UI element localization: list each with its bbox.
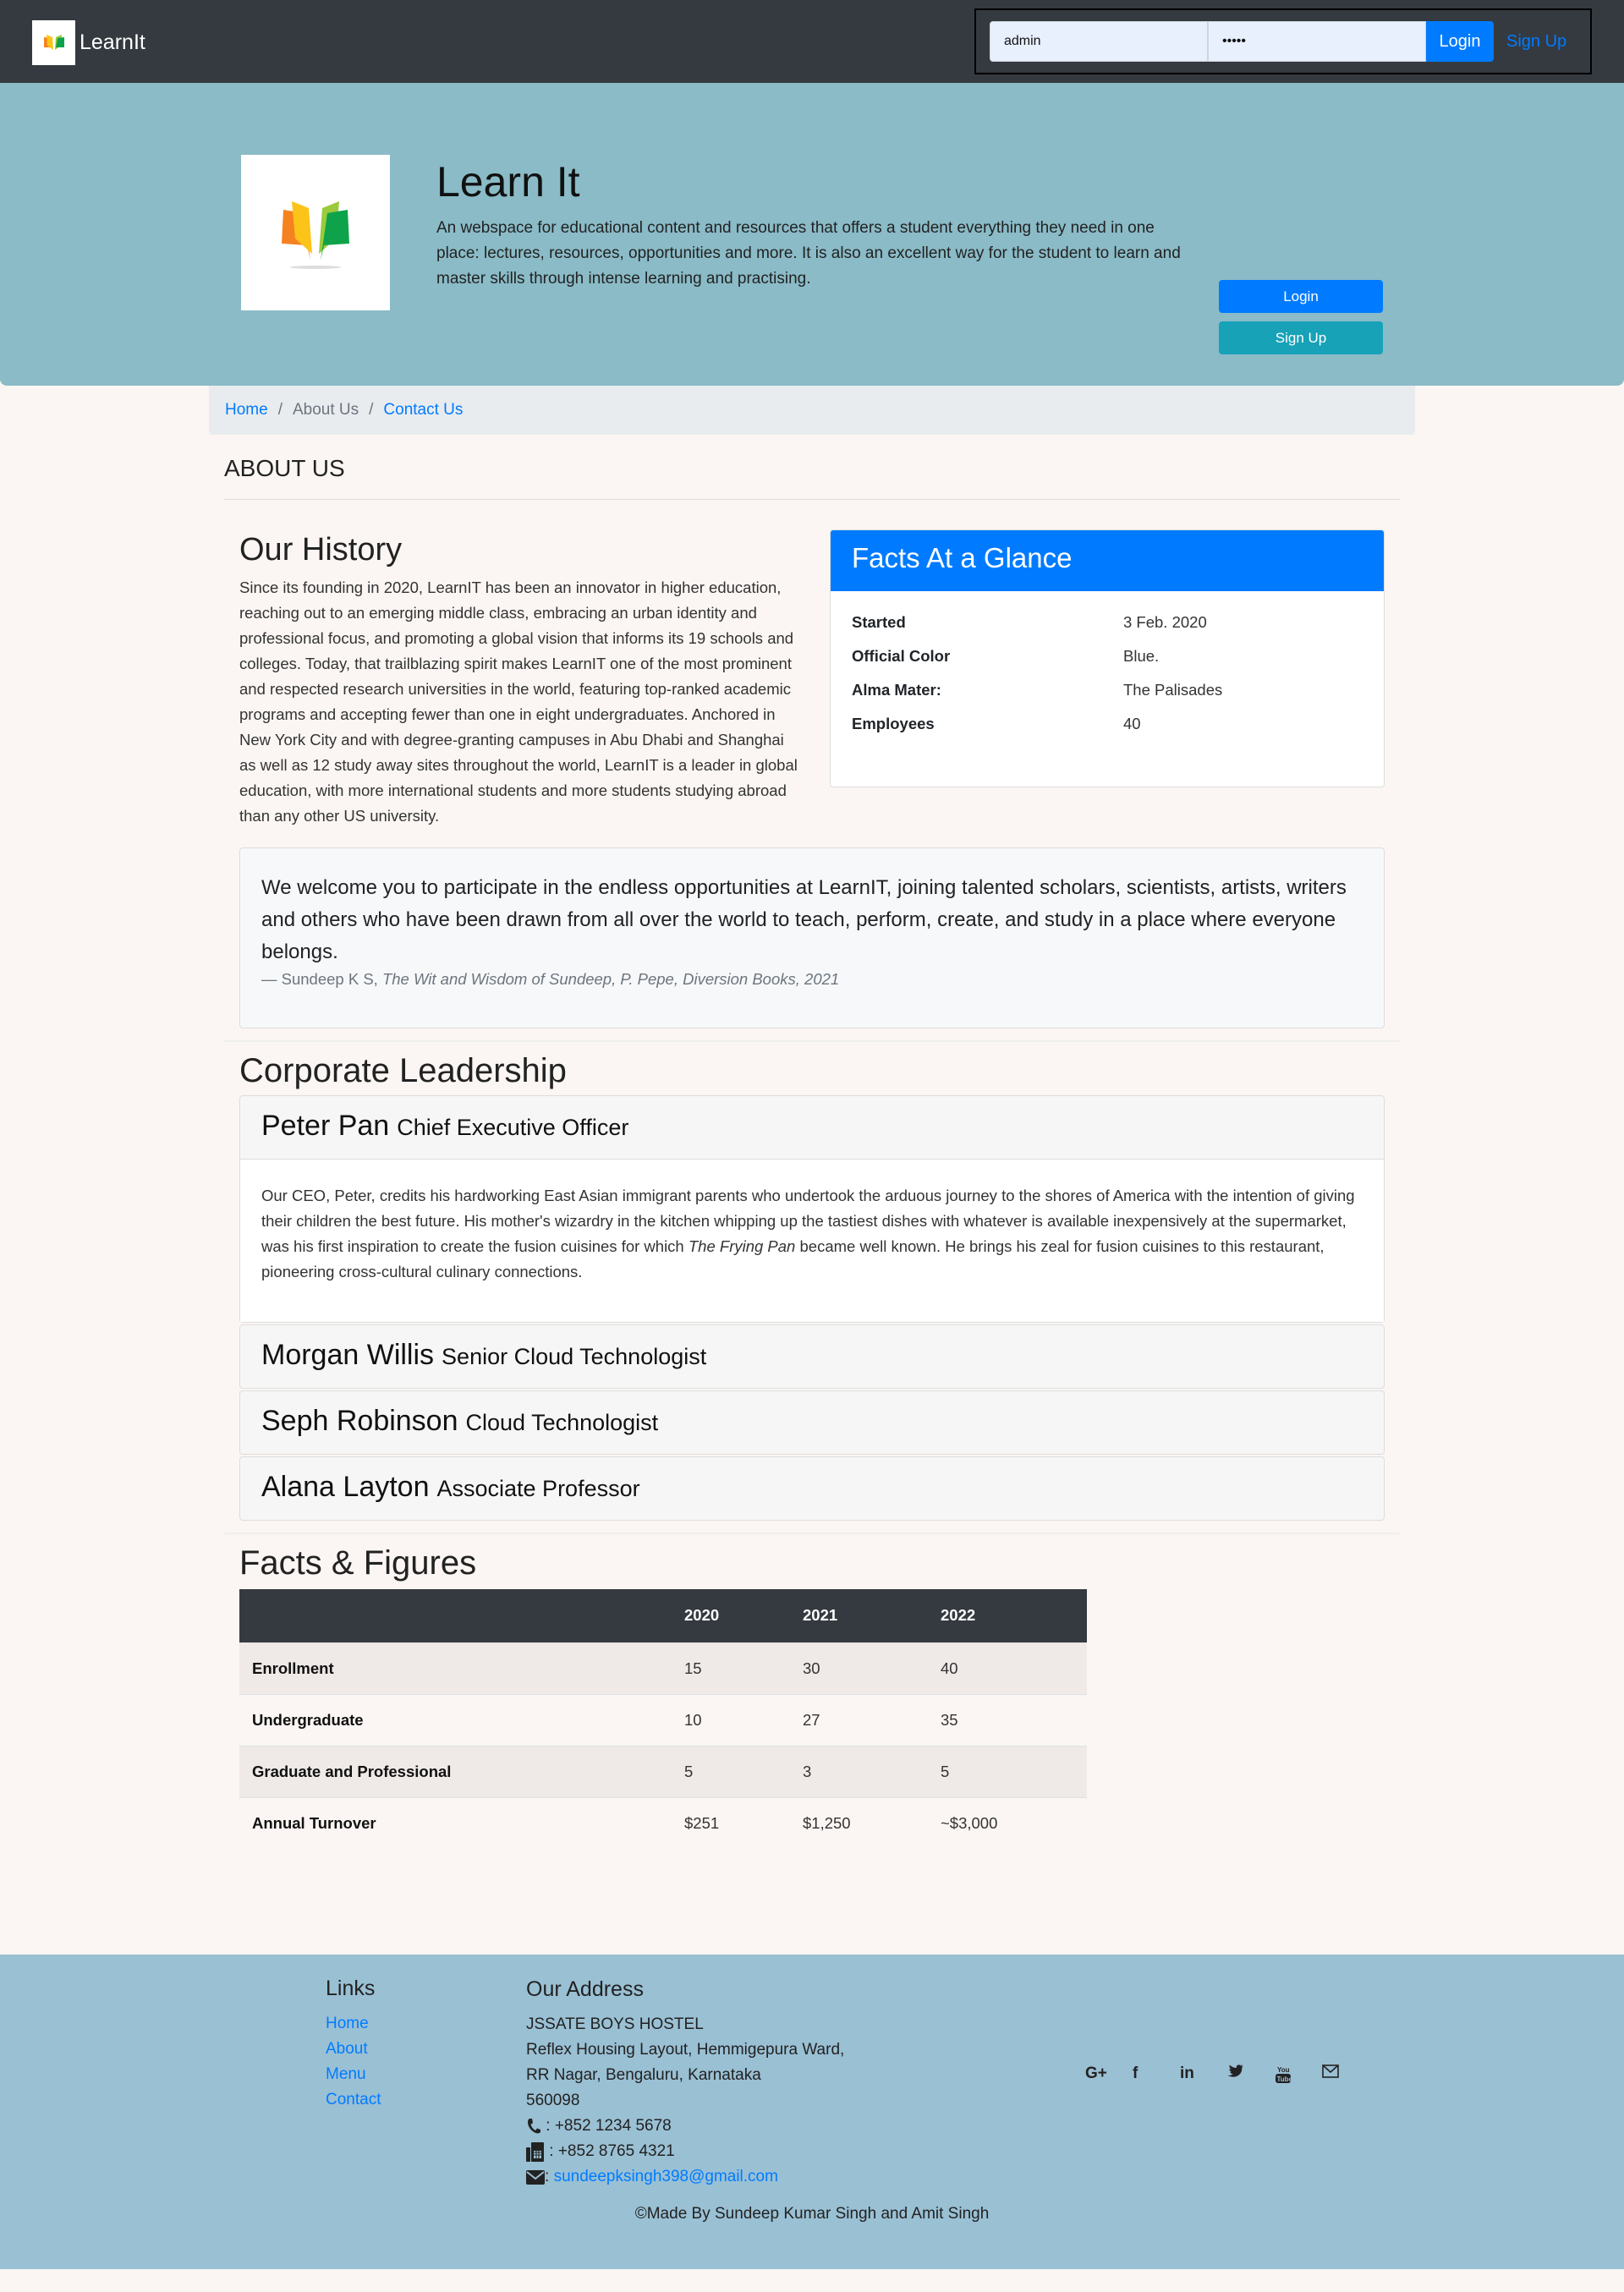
social-links xyxy=(1085,2064,1369,2090)
table-row xyxy=(239,1746,1087,1797)
breadcrumb-about-us: About Us xyxy=(292,401,359,419)
leader-name: Peter Pan xyxy=(261,1110,390,1142)
breadcrumb-home[interactable]: Home xyxy=(225,401,268,419)
brand-link[interactable] xyxy=(32,20,145,65)
footer-link-home[interactable]: Home xyxy=(326,2015,369,2032)
leader-name: Seph Robinson xyxy=(261,1405,458,1437)
svg-text:Tube: Tube xyxy=(1276,2075,1292,2083)
table-row xyxy=(239,1642,1087,1694)
main-container xyxy=(209,386,1415,1849)
fact-row xyxy=(852,613,1363,647)
leader-header[interactable] xyxy=(240,1457,1384,1520)
cell: ~$3,000 xyxy=(928,1797,1087,1849)
facts-card-header xyxy=(831,530,1384,591)
fact-row xyxy=(852,647,1363,681)
hero-login-button[interactable]: Login xyxy=(1219,280,1383,313)
bio-emphasis: The Frying Pan xyxy=(688,1237,796,1255)
open-book-icon xyxy=(273,195,358,271)
cell: 40 xyxy=(928,1642,1087,1694)
footer-address-title: Our Address xyxy=(526,1977,644,2001)
hero-banner xyxy=(0,83,1624,386)
cell: $1,250 xyxy=(790,1797,928,1849)
leader-header[interactable] xyxy=(240,1325,1384,1388)
cell: 5 xyxy=(928,1746,1087,1797)
book-logo-icon xyxy=(32,20,75,65)
svg-text:You: You xyxy=(1277,2066,1290,2074)
history-body: Since its founding in 2020, LearnIT has been an innovator in higher education, reaching out to an emerging middle class, embracing an urban identity and professional focus, and promoting a global vision that informs its 19 schools and colleges. Today, that trailblazing spirit makes LearnIT one of the most prominent and respected research universities in the world, featuring top-ranked academic programs and accepting fewer than one in eight undergraduates. Anchored in New York City and with degree-granting campuses in Abu Dhabi and Shanghai as well as 12 study away sites throughout the world, LearnIT is a leader in global education, with more international students and more students studying abroad than any other US university. xyxy=(239,578,798,825)
leader-name: Alana Layton xyxy=(261,1471,430,1503)
footer-link-about[interactable]: About xyxy=(326,2040,368,2058)
column-header xyxy=(239,1589,672,1642)
column-header: 2021 xyxy=(803,1606,838,1625)
table-header-row xyxy=(239,1589,1087,1642)
bio-text: Our CEO, Peter, credits his hardworking East Asian immigrant parents who undertook the arduous journey to the shores of America with the intention of giving their children the best future. His mother's wizardry in the kitchen whipping up the tastiest dishes with whatever is available inexpensively at the supermarket, was his first inspiration to create the fusion cuisines for which xyxy=(261,1187,1355,1255)
copyright: ©Made By Sundeep Kumar Singh and Amit Singh xyxy=(634,2205,990,2223)
leader-header[interactable] xyxy=(240,1391,1384,1454)
breadcrumb xyxy=(209,386,1415,435)
page-title: ABOUT US xyxy=(224,455,345,481)
row-label: Graduate and Professional xyxy=(239,1746,672,1797)
page-heading-section xyxy=(209,435,1415,500)
facts-card xyxy=(830,529,1385,787)
leader-role: Chief Executive Officer xyxy=(397,1115,629,1140)
envelope-icon xyxy=(526,2169,545,2185)
leader-header[interactable] xyxy=(240,1096,1384,1159)
facebook-icon[interactable]: f xyxy=(1133,2064,1138,2082)
footer-link-menu[interactable]: Menu xyxy=(326,2065,366,2083)
mail-icon[interactable] xyxy=(1322,2064,1369,2090)
leader-card-alana-layton[interactable] xyxy=(239,1456,1385,1521)
cell: 27 xyxy=(790,1694,928,1746)
hero-description: An webspace for educational content and resources that offers a student everything they need in one place: lectures, resources, opportunities and more. It is also an excellent way for the student to learn and master skills through intense learning and practising. xyxy=(436,219,1181,288)
row-label: Enrollment xyxy=(239,1642,672,1694)
history-title: Our History xyxy=(239,532,403,568)
history-section xyxy=(239,500,798,829)
cell: 35 xyxy=(928,1694,1087,1746)
google-plus-icon[interactable]: G+ xyxy=(1085,2064,1107,2082)
footer-links-title: Links xyxy=(326,1977,376,2000)
quote-attribution xyxy=(261,970,1363,989)
leader-role: Senior Cloud Technologist xyxy=(442,1344,707,1369)
quote-source: The Wit and Wisdom of Sundeep, P. Pepe, Diversion Books, 2021 xyxy=(381,970,840,988)
quote-text: We welcome you to participate in the endless opportunities at LearnIT, joining talented scholars, scientists, artists, writers and others who have been drawn from all over the world to teach, perform, create, and study in a place where everyone belongs. xyxy=(261,876,1347,963)
hero-logo-image xyxy=(241,155,390,310)
footer-address xyxy=(526,1977,844,2190)
leadership-title: Corporate Leadership xyxy=(239,1052,567,1089)
address-line: JSSATE BOYS HOSTEL xyxy=(526,2015,704,2033)
leader-card-seph-robinson[interactable] xyxy=(239,1390,1385,1455)
brand-name: LearnIt xyxy=(80,30,145,54)
login-form xyxy=(974,8,1592,74)
footer-link-contact[interactable]: Contact xyxy=(326,2091,381,2108)
address-line: 560098 xyxy=(526,2092,580,2109)
breadcrumb-contact-us[interactable]: Contact Us xyxy=(383,401,464,419)
cell: $251 xyxy=(672,1797,790,1849)
phone-line xyxy=(526,2114,844,2139)
leader-role: Associate Professor xyxy=(436,1476,640,1501)
fact-label: Started xyxy=(852,613,906,631)
quote-author: — Sundeep K S, xyxy=(261,970,378,988)
history-row xyxy=(209,500,1415,829)
column-header: 2022 xyxy=(941,1606,976,1625)
leader-card-peter-pan[interactable] xyxy=(239,1095,1385,1323)
fact-value: 40 xyxy=(1123,715,1141,732)
navbar-login-button[interactable]: Login xyxy=(1426,21,1494,62)
figures-table xyxy=(239,1589,1087,1849)
fact-label: Employees xyxy=(852,715,935,732)
phone-icon xyxy=(526,2118,541,2135)
table-row xyxy=(239,1797,1087,1849)
table-row xyxy=(239,1694,1087,1746)
figures-title: Facts & Figures xyxy=(239,1544,477,1582)
cell: 5 xyxy=(672,1746,790,1797)
fact-value: 3 Feb. 2020 xyxy=(1123,613,1207,631)
email-line xyxy=(526,2164,844,2190)
leader-bio xyxy=(240,1159,1384,1322)
email-link[interactable]: sundeepksingh398@gmail.com xyxy=(553,2168,778,2185)
twitter-icon[interactable] xyxy=(1227,2064,1275,2090)
fact-row xyxy=(852,715,1363,748)
leader-role: Cloud Technologist xyxy=(465,1410,659,1435)
fax-line xyxy=(526,2139,844,2164)
address-line: Reflex Housing Layout, Hemmigepura Ward, xyxy=(526,2041,845,2059)
facts-list xyxy=(831,591,1384,770)
row-label: Undergraduate xyxy=(239,1694,672,1746)
cell: 15 xyxy=(672,1642,790,1694)
leader-name: Morgan Willis xyxy=(261,1339,435,1371)
fact-value: The Palisades xyxy=(1123,681,1223,699)
column-header: 2020 xyxy=(684,1606,720,1625)
fact-value: Blue. xyxy=(1123,647,1160,665)
cell: 30 xyxy=(790,1642,928,1694)
cell: 3 xyxy=(790,1746,928,1797)
navbar-signup-link[interactable]: Sign Up xyxy=(1506,31,1567,51)
fax-icon xyxy=(526,2141,545,2163)
address-line: RR Nagar, Bengaluru, Karnataka xyxy=(526,2066,761,2084)
fact-label: Alma Mater: xyxy=(852,681,941,699)
fact-label: Official Color xyxy=(852,647,951,665)
email-prefix: : xyxy=(545,2168,550,2185)
row-label: Annual Turnover xyxy=(239,1797,672,1849)
footer-links xyxy=(326,1977,381,2113)
bio-text: became well known. He brings his zeal for fusion cuisines to this restaurant, pioneering cross-cultural culinary connections. xyxy=(261,1237,1325,1280)
hero-signup-button[interactable]: Sign Up xyxy=(1219,321,1383,354)
password-input[interactable] xyxy=(1208,21,1426,62)
facts-title: Facts At a Glance xyxy=(852,542,1073,573)
fax-number: : +852 8765 4321 xyxy=(549,2142,675,2160)
username-input[interactable] xyxy=(990,21,1208,62)
breadcrumb-separator: / xyxy=(369,401,374,419)
linkedin-icon[interactable]: in xyxy=(1180,2064,1194,2082)
footer xyxy=(0,1955,1624,2269)
youtube-icon[interactable] xyxy=(1275,2064,1322,2090)
breadcrumb-separator: / xyxy=(277,401,283,419)
hero-title: Learn It xyxy=(436,158,580,206)
fact-row xyxy=(852,681,1363,715)
leader-card-morgan-willis[interactable] xyxy=(239,1324,1385,1389)
phone-number: : +852 1234 5678 xyxy=(546,2117,672,2135)
navbar xyxy=(0,0,1624,83)
cell: 10 xyxy=(672,1694,790,1746)
quote-card xyxy=(239,847,1385,1028)
